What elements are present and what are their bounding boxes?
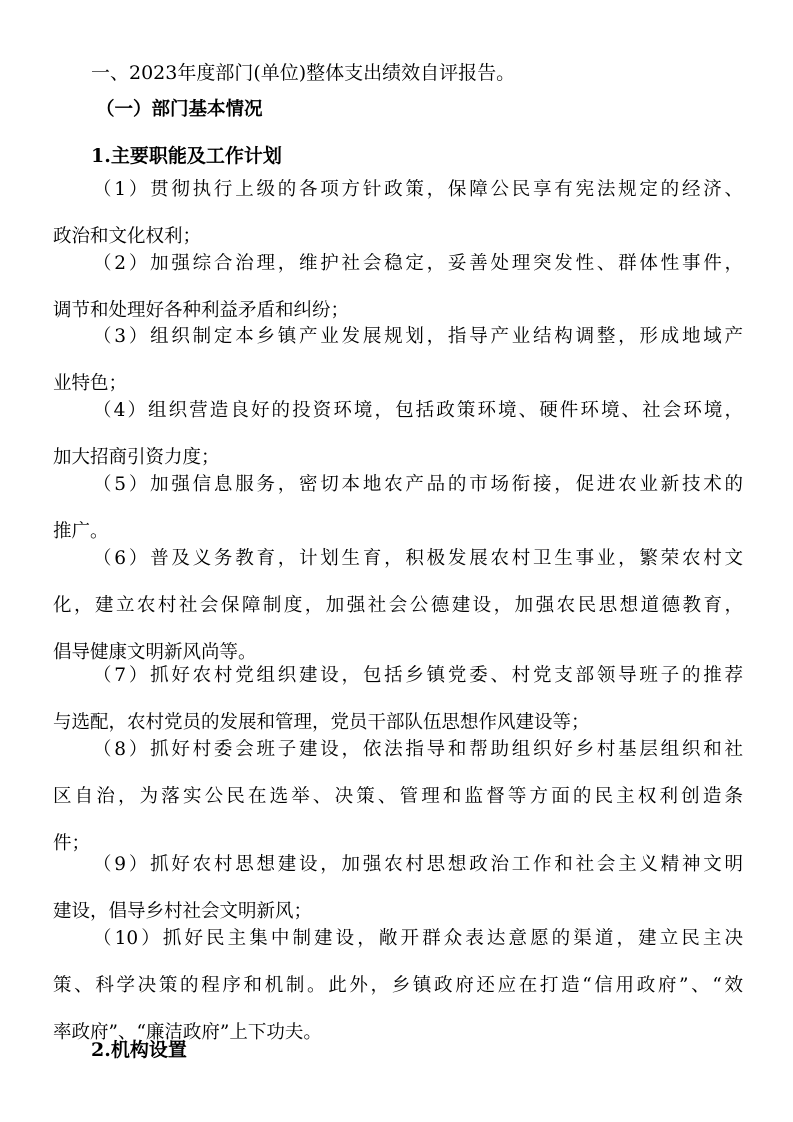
section-heading-basic-info: （一）部门基本情况 xyxy=(96,99,263,120)
function-item-line: （5）加强信息服务，密切本地农产品的市场衔接，促进农业新技术的 xyxy=(93,474,743,495)
function-item-line: （2）加强综合治理，维护社会稳定，妥善处理突发性、群体性事件， xyxy=(93,253,743,274)
function-item-line: 与选配，农村党员的发展和管理，党员干部队伍思想作风建设等； xyxy=(53,712,590,733)
function-item-line: 率政府”、“廉洁政府”上下功夫。 xyxy=(53,1022,322,1043)
function-item-line: 调节和处理好各种利益矛盾和纠纷； xyxy=(53,300,350,321)
function-item-line: 政治和文化权利； xyxy=(53,226,202,247)
function-item-line: 区自治，为落实公民在选举、决策、管理和监督等方面的民主权利创造条 xyxy=(53,786,743,807)
function-item-line: 件； xyxy=(53,833,91,854)
function-item-line: （3）组织制定本乡镇产业发展规划，指导产业结构调整，形成地域产 xyxy=(93,326,743,347)
function-item-line: （7）抓好农村党组织建设，包括乡镇党委、村党支部领导班子的推荐 xyxy=(93,665,743,686)
function-item-line: （1）贯彻执行上级的各项方针政策，保障公民享有宪法规定的经济、 xyxy=(93,179,743,200)
subheading-functions-plan: 1.主要职能及工作计划 xyxy=(91,145,282,167)
function-item-line: 化，建立农村社会保障制度，加强社会公德建设，加强农民思想道德教育， xyxy=(53,595,743,616)
report-heading: 一、2023年度部门(单位)整体支出绩效自评报告。 xyxy=(91,62,516,84)
function-item-line: （10）抓好民主集中制建设，敞开群众表达意愿的渠道，建立民主决 xyxy=(93,928,743,949)
subheading-organization: 2.机构设置 xyxy=(91,1039,187,1061)
function-item-line: （4）组织营造良好的投资环境，包括政策环境、硬件环境、社会环境， xyxy=(93,400,743,421)
function-item-line: 策、科学决策的程序和机制。此外，乡镇政府还应在打造“信用政府”、“效 xyxy=(53,975,743,996)
function-item-line: 倡导健康文明新风尚等。 xyxy=(53,642,257,663)
function-item-line: 业特色； xyxy=(53,373,128,394)
function-item-line: （6）普及义务教育，计划生育，积极发展农村卫生事业，繁荣农村文 xyxy=(93,548,743,569)
function-item-line: 建设，倡导乡村社会文明新风； xyxy=(53,901,313,922)
function-item-line: （8）抓好村委会班子建设，依法指导和帮助组织好乡村基层组织和社 xyxy=(93,739,743,760)
function-item-line: 推广。 xyxy=(53,521,109,542)
function-item-line: 加大招商引资力度； xyxy=(53,447,220,468)
function-item-line: （9）抓好农村思想建设，加强农村思想政治工作和社会主义精神文明 xyxy=(93,854,743,875)
